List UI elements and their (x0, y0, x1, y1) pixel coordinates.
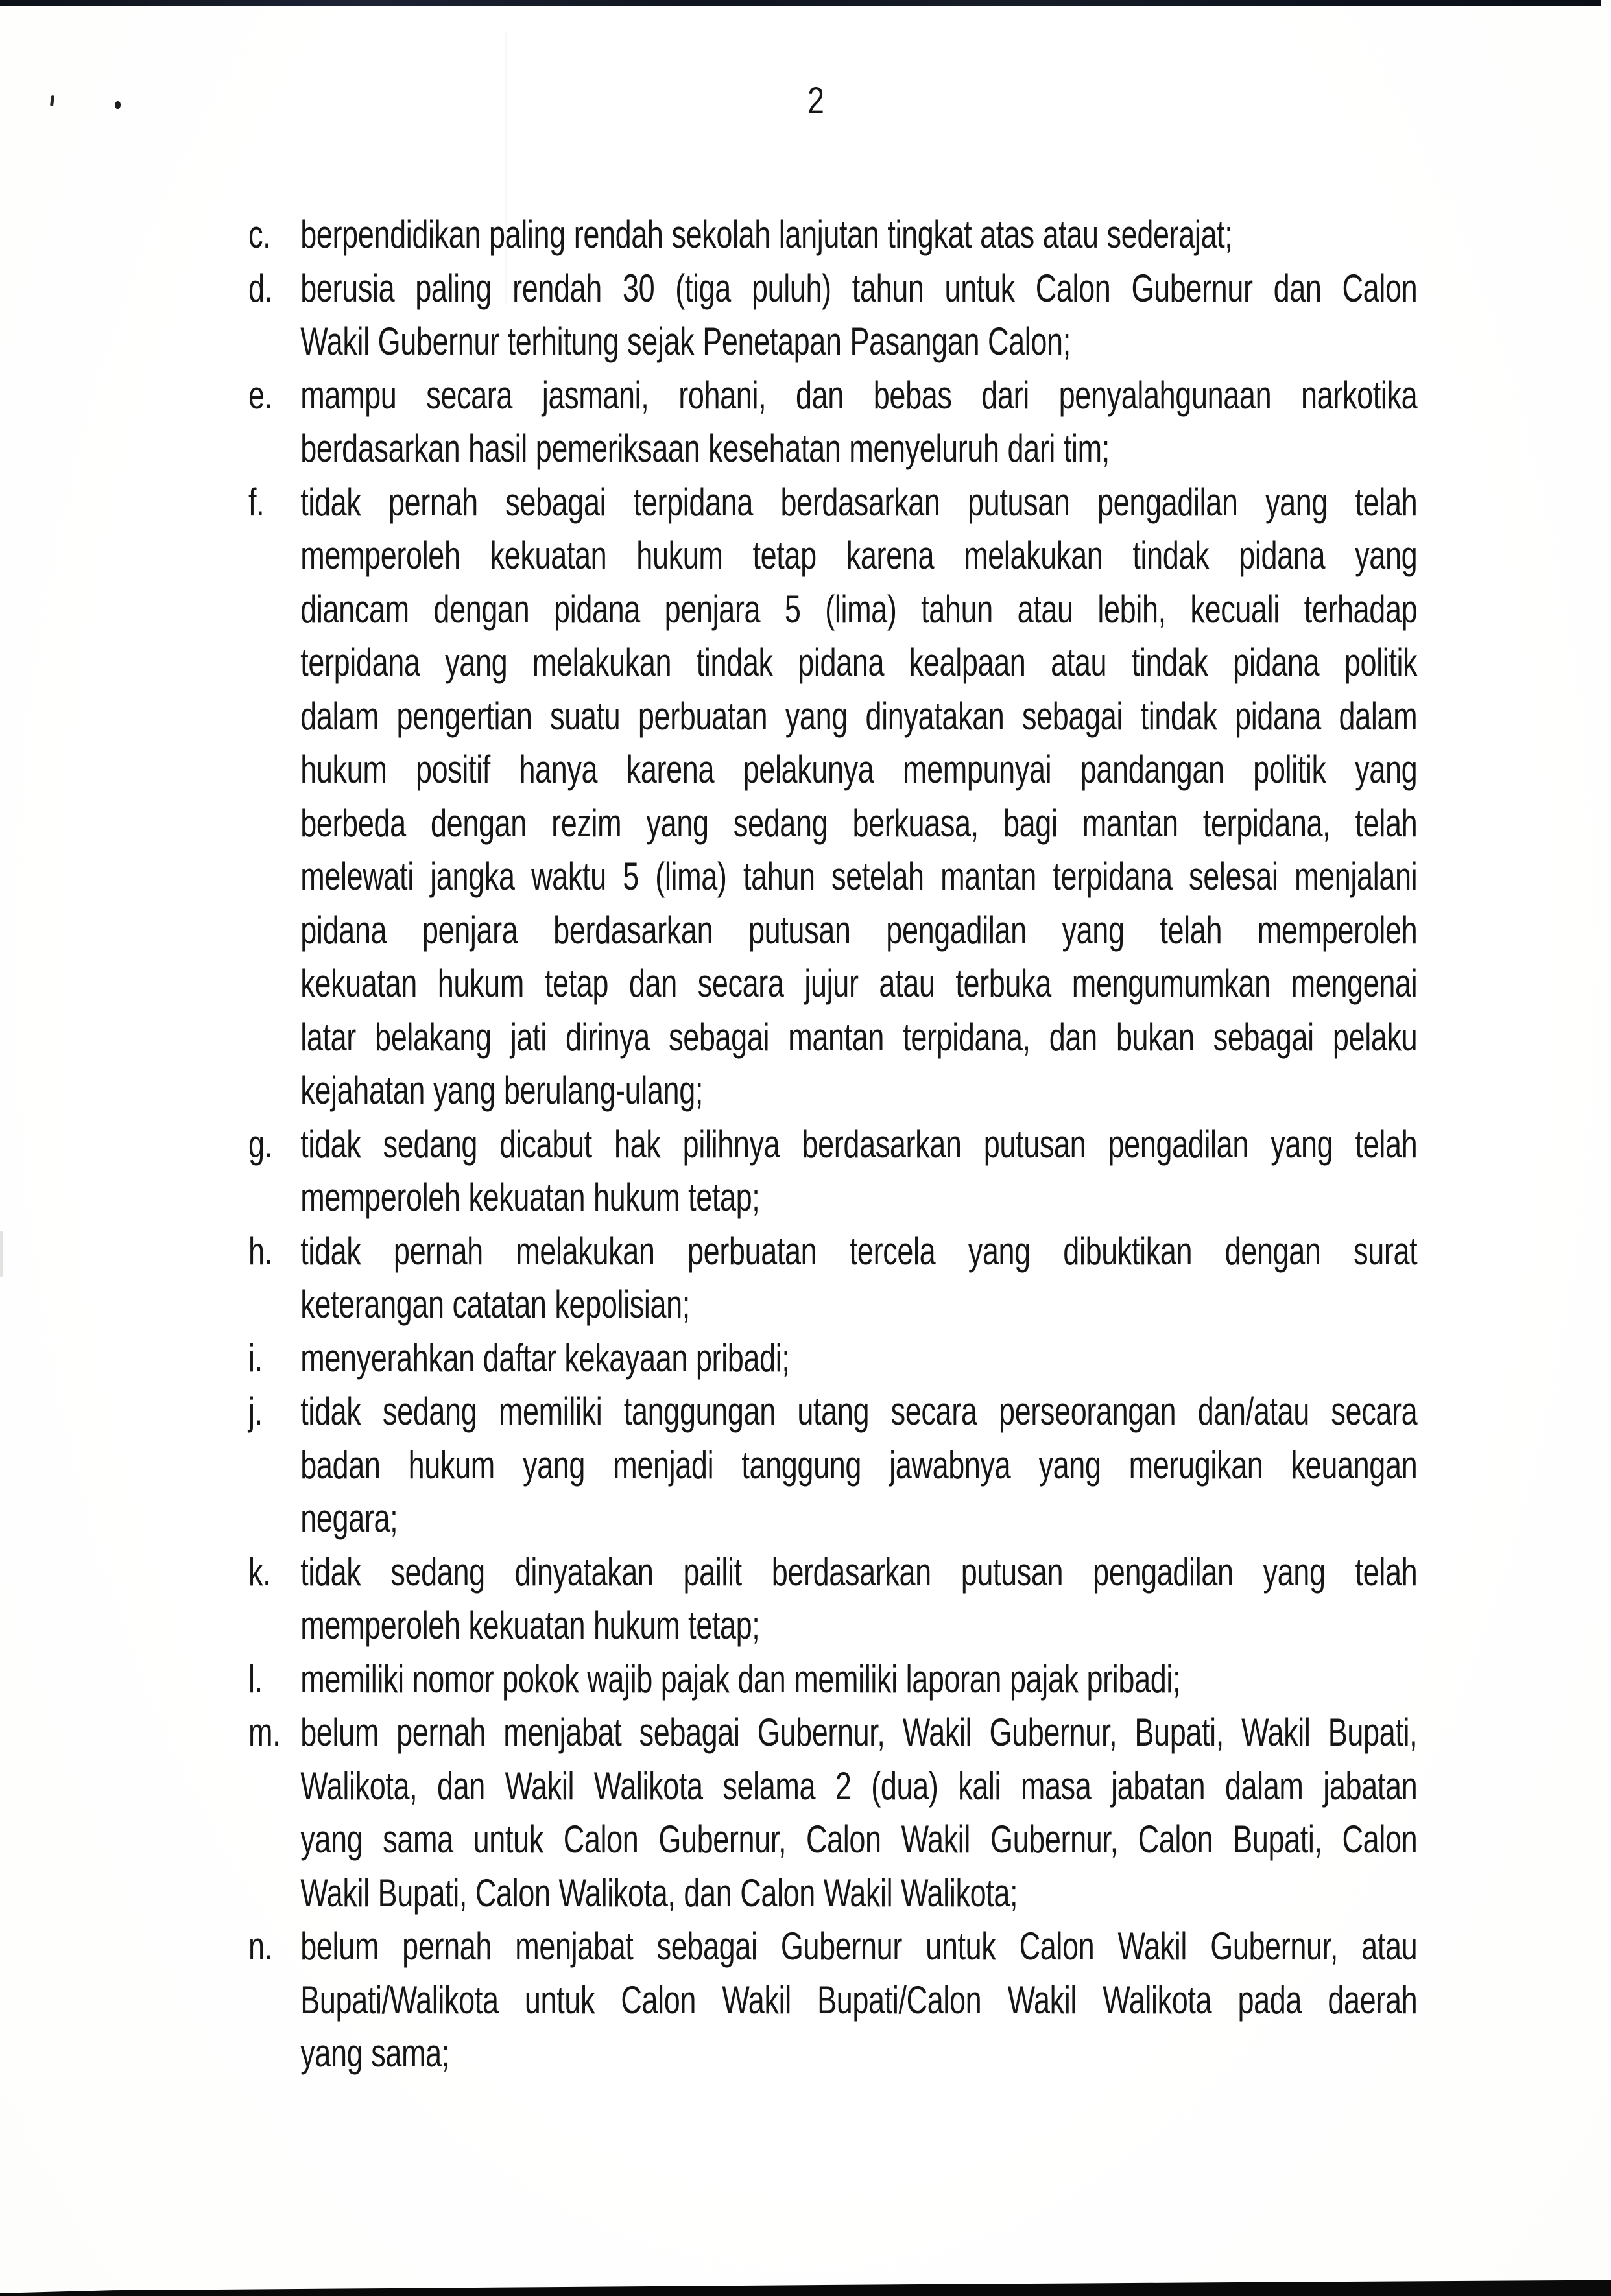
text-line: Wakil Bupati, Calon Walikota, dan Calon Wakil Walikota; (300, 1871, 1018, 1915)
text-line: latar belakang jati dirinya sebagai mantan terpidana, dan bukan sebagai pelaku (300, 1015, 1418, 1059)
text-line: berpendidikan paling rendah sekolah lanjutan tingkat atas atau sederajat; (300, 213, 1233, 256)
text-line: memiliki nomor pokok wajib pajak dan memiliki laporan pajak pribadi; (300, 1657, 1181, 1701)
list-item (248, 1706, 1417, 1920)
text-line: mampu secara jasmani, rohani, dan bebas dari penyalahgunaan narkotika (300, 373, 1418, 417)
text-line: tidak pernah sebagai terpidana berdasarkan putusan pengadilan yang telah (300, 480, 1418, 524)
item-letter: j. (248, 1390, 263, 1433)
text-line: kejahatan yang berulang-ulang; (300, 1069, 703, 1112)
scan-artifact-top-bar (0, 0, 1601, 6)
list-item (248, 1653, 1417, 1707)
text-line: pidana penjara berdasarkan putusan pengadilan yang telah memperoleh (300, 908, 1418, 952)
item-letter: g. (248, 1122, 272, 1166)
item-letter: c. (248, 213, 271, 256)
text-line: tidak sedang dicabut hak pilihnya berdasarkan putusan pengadilan yang telah (300, 1122, 1418, 1166)
scan-speck-dot (115, 101, 121, 109)
list-item (248, 1385, 1417, 1546)
text-line: memperoleh kekuatan hukum tetap karena melakukan tindak pidana yang (300, 534, 1418, 577)
text-line: yang sama; (300, 2031, 449, 2075)
scan-edge-mark (0, 1231, 3, 1277)
item-letter: h. (248, 1229, 272, 1273)
text-line: negara; (300, 1497, 398, 1540)
list-item (248, 1920, 1417, 2081)
item-letter: l. (248, 1657, 263, 1701)
text-line: tidak sedang memiliki tanggungan utang secara perseorangan dan/atau secara (300, 1390, 1418, 1433)
page-number: 2 (807, 80, 824, 122)
text-line: Walikota, dan Wakil Walikota selama 2 (dua) kali masa jabatan dalam jabatan (300, 1764, 1418, 1808)
item-letter: m. (248, 1710, 281, 1754)
text-line: tidak pernah melakukan perbuatan tercela yang dibuktikan dengan surat (300, 1229, 1418, 1273)
item-letter: k. (248, 1550, 271, 1594)
list-item (248, 262, 1417, 369)
text-line: badan hukum yang menjadi tanggung jawabnya yang merugikan keuangan (300, 1443, 1418, 1487)
text-line: berbeda dengan rezim yang sedang berkuasa, bagi mantan terpidana, telah (300, 801, 1418, 845)
item-letter: i. (248, 1336, 263, 1380)
text-line: memperoleh kekuatan hukum tetap; (300, 1604, 760, 1647)
list-item (248, 208, 1417, 262)
text-line: diancam dengan pidana penjara 5 (lima) tahun atau lebih, kecuali terhadap (300, 587, 1418, 631)
text-line: tidak sedang dinyatakan pailit berdasarkan putusan pengadilan yang telah (300, 1550, 1418, 1594)
text-line: berusia paling rendah 30 (tiga puluh) tahun untuk Calon Gubernur dan Calon (300, 266, 1418, 310)
text-line: dalam pengertian suatu perbuatan yang dinyatakan sebagai tindak pidana dalam (300, 694, 1418, 738)
list-item (248, 476, 1417, 1118)
text-line: melewati jangka waktu 5 (lima) tahun setelah mantan terpidana selesai menjalani (300, 855, 1418, 898)
scan-artifact-bottom-bar (0, 2274, 1611, 2296)
text-line: Wakil Gubernur terhitung sejak Penetapan Pasangan Calon; (300, 320, 1071, 363)
text-line: kekuatan hukum tetap dan secara jujur atau terbuka mengumumkan mengenai (300, 962, 1418, 1005)
list-item (248, 369, 1417, 476)
scan-speck-quote-mark (50, 95, 54, 106)
item-letter: f. (248, 480, 265, 524)
text-line: Bupati/Walikota untuk Calon Wakil Bupati/Calon Wakil Walikota pada daerah (300, 1978, 1418, 2022)
requirements-list (248, 208, 1417, 2081)
text-line: yang sama untuk Calon Gubernur, Calon Wakil Gubernur, Calon Bupati, Calon (300, 1817, 1418, 1861)
text-line: keterangan catatan kepolisian; (300, 1283, 690, 1326)
text-line: terpidana yang melakukan tindak pidana kealpaan atau tindak pidana politik (300, 641, 1418, 684)
text-line: menyerahkan daftar kekayaan pribadi; (300, 1336, 790, 1380)
item-letter: d. (248, 266, 272, 310)
text-line: memperoleh kekuatan hukum tetap; (300, 1176, 760, 1219)
item-letter: e. (248, 373, 272, 417)
list-item (248, 1118, 1417, 1225)
list-item (248, 1546, 1417, 1653)
list-item (248, 1332, 1417, 1386)
list-item (248, 1225, 1417, 1332)
text-line: belum pernah menjabat sebagai Gubernur untuk Calon Wakil Gubernur, atau (300, 1924, 1418, 1968)
text-line: hukum positif hanya karena pelakunya mempunyai pandangan politik yang (300, 748, 1418, 791)
text-line: berdasarkan hasil pemeriksaan kesehatan menyeluruh dari tim; (300, 427, 1110, 470)
item-letter: n. (248, 1924, 272, 1968)
text-line: belum pernah menjabat sebagai Gubernur, Wakil Gubernur, Bupati, Wakil Bupati, (300, 1710, 1418, 1754)
